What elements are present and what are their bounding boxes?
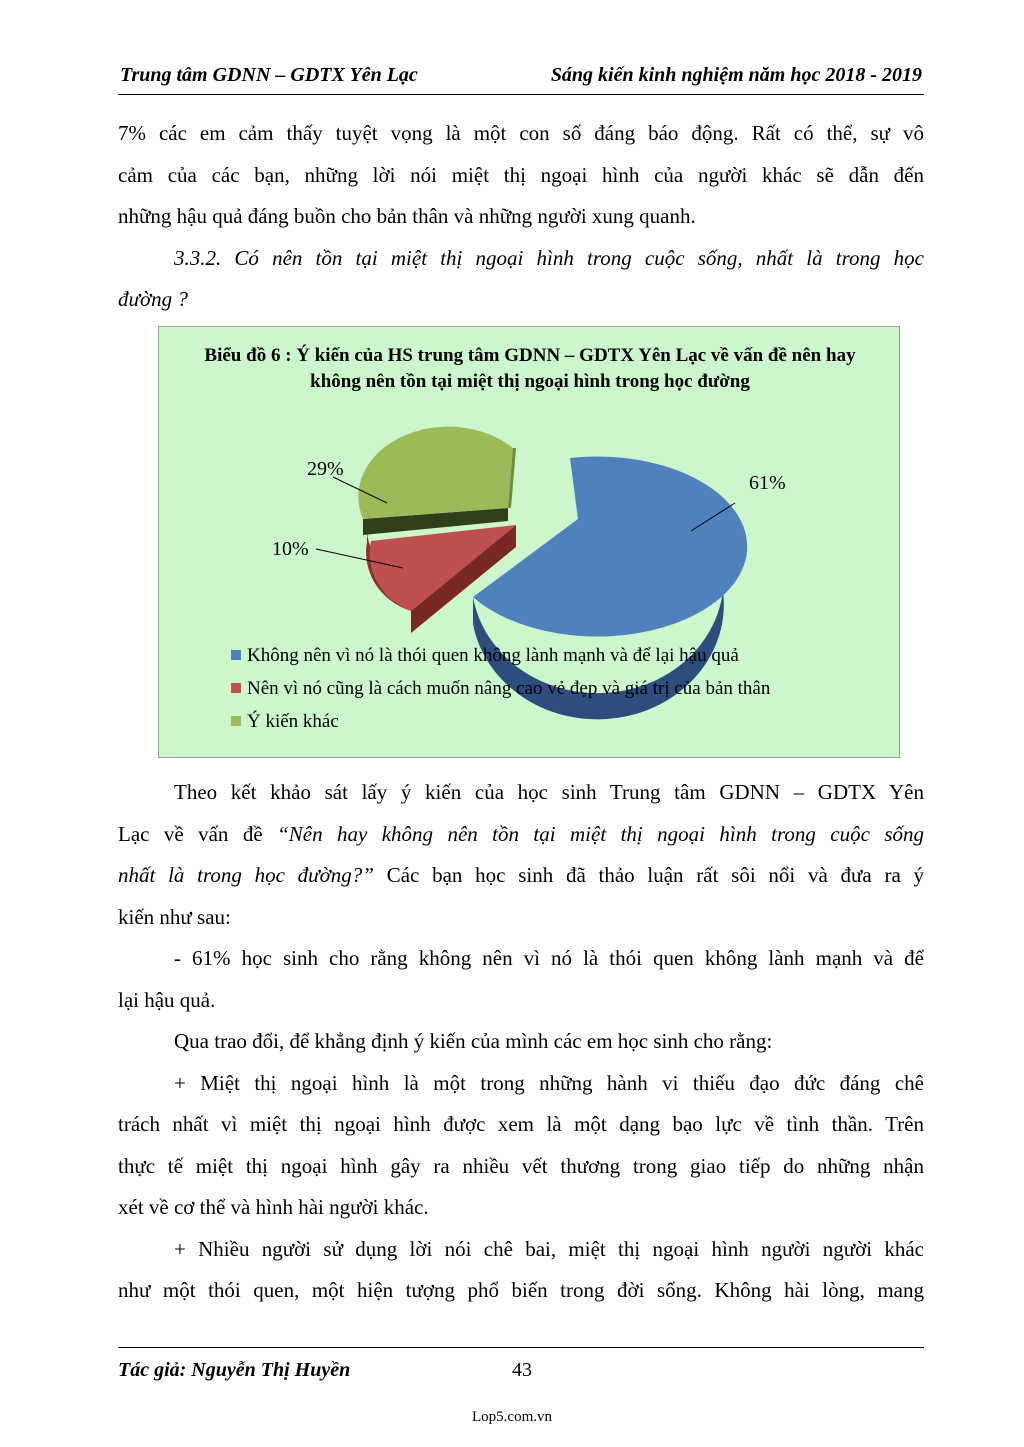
pie-chart [158,326,900,758]
text-line [118,855,924,897]
text-line: 7% các em cảm thấy tuyệt vọng là một con số đáng báo động. Rất có thể, sự vô [118,121,924,145]
bullet-line: - 61% học sinh cho rằng không nên vì nó là thói quen không lành mạnh và để [174,946,924,970]
legend-item [231,672,770,705]
chart-legend [231,639,770,738]
chart-title: Biểu đồ 6 : Ý kiến của HS trung tâm GDNN – GDTX Yên Lạc về vấn đề nên hay không nên tồn tại miệt thị ngoại hình trong học đường [204,345,856,392]
legend-item [231,639,770,672]
footer-author: Tác giả: Nguyễn Thị Huyền [118,1359,351,1381]
quote-text: nhất là trong học đường?” [118,863,374,887]
bullet-line: xét về cơ thể và hình hài người khác. [118,1195,429,1219]
legend-label: Nên vì nó cũng là cách muốn nâng cao vẻ đẹp và giá trị của bản thân [247,678,771,699]
bullet-line: thực tế miệt thị ngoại hình gây ra nhiều vết thương trong giao tiếp do những nhận [118,1153,924,1178]
main-paragraphs [118,772,924,1312]
footer-divider [118,1347,924,1348]
legend-label: Không nên vì nó là thói quen không lành mạnh và để lại hậu quả [247,645,739,666]
site-watermark: Lop5.com.vn [472,1409,552,1425]
text-span: Lạc về vấn đề [118,821,278,846]
section-heading: 3.3.2. Có nên tồn tại miệt thị ngoại hình trong cuộc sống, nhất là trong học [174,245,924,270]
section-heading-cont: đường ? [118,287,188,311]
legend-label: Ý kiến khác [247,711,339,732]
data-label-blue: 61% [749,472,786,494]
page-number: 43 [512,1359,532,1381]
pie-slice-green [358,427,513,519]
legend-swatch-green [231,716,241,726]
page-header [118,58,924,95]
quote-text: “Nên hay không nên tồn tại miệt thị ngoại hình trong cuộc sống [277,821,924,846]
legend-swatch-blue [231,650,241,660]
header-institution: Trung tâm GDNN – GDTX Yên Lạc [120,64,418,86]
bullet-line: trách nhất vì miệt thị ngoại hình được xem là một dạng bạo lực về tình thần. Trên [118,1112,924,1136]
text-span: Các bạn học sinh đã thảo luận rất sôi nổi và đưa ra ý [374,863,925,887]
legend-item [231,705,770,738]
text-line: kiến như sau: [118,904,231,929]
text-line [118,814,924,856]
bullet-line: lại hậu quả. [118,987,216,1012]
data-label-red: 10% [272,538,309,560]
legend-swatch-red [231,683,241,693]
data-label-green: 29% [307,458,344,480]
header-title: Sáng kiến kinh nghiệm năm học 2018 - 2019 [550,64,922,86]
text-line: Theo kết khảo sát lấy ý kiến của học sinh Trung tâm GDNN – GDTX Yên [174,780,924,804]
text-line: cảm của các bạn, những lời nói miệt thị ngoại hình của người khác sẽ dẫn đến [118,162,924,187]
bullet-line: + Miệt thị ngoại hình là một trong những hành vi thiếu đạo đức đáng chê [174,1070,924,1095]
intro-paragraph [118,113,924,321]
text-line: Qua trao đổi, để khẳng định ý kiến của mình các em học sinh cho rằng: [174,1029,773,1053]
bullet-line: + Nhiều người sử dụng lời nói chê bai, miệt thị ngoại hình người người khác [174,1236,924,1261]
bullet-line: như một thói quen, một hiện tượng phổ biến trong đời sống. Không hài lòng, mang [118,1278,924,1302]
text-line: những hậu quả đáng buồn cho bản thân và những người xung quanh. [118,204,696,228]
